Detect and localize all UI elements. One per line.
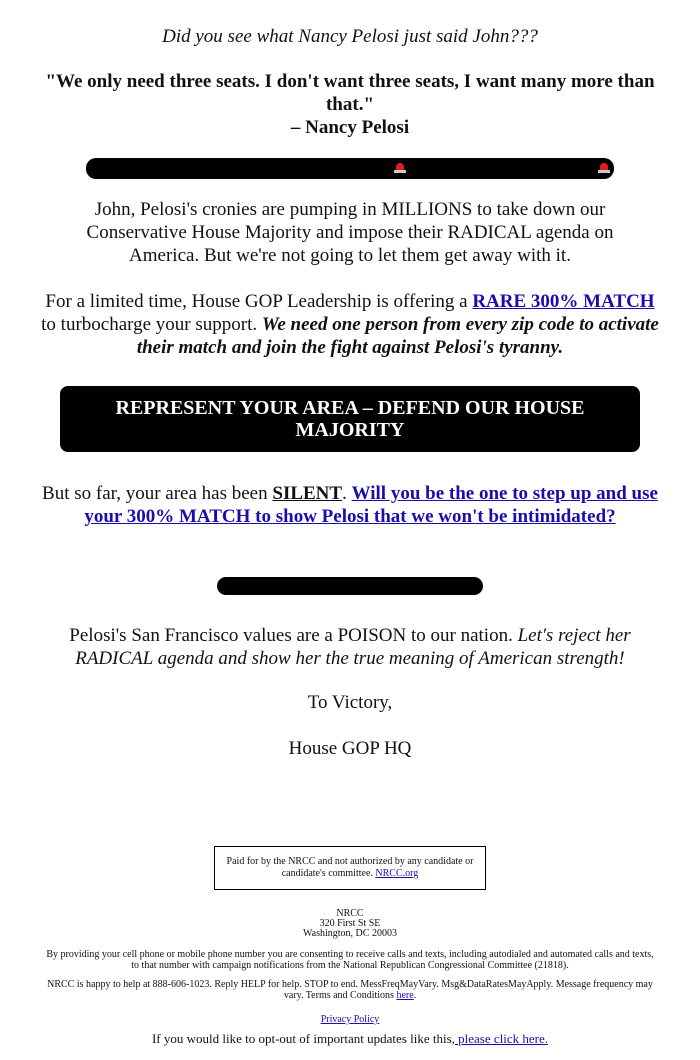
siren-icon — [598, 162, 610, 174]
help-text: NRCC is happy to help at 888-606-1023. Reply HELP for help. STOP to end. MessFreqMayVary. Msg&DataRatesMayApply. Message frequency may vary. Terms and Conditions here. — [47, 979, 653, 1001]
mailing-address: NRCC 320 First St SE Washington, DC 20003 — [303, 908, 397, 939]
sms-consent: By providing your cell phone or mobile phone number you are consenting to receive calls and texts, including autodialed and automated calls and texts, to that number with campaign notifications from the National Republican Congressional Committee (21818). — [46, 949, 654, 971]
silent-word: SILENT — [272, 483, 343, 504]
pelosi-quote — [40, 70, 660, 139]
divider-bar — [217, 577, 483, 595]
quote-text: "We only need three seats. I don't want three seats, I want many more than that." — [45, 71, 655, 115]
body-paragraph-2: For a limited time, House GOP Leadership is offering a RARE 300% MATCH to turbocharge your support. We need one person from every zip code to activate their match and join the fight against Pelosi's tyranny. — [41, 291, 659, 358]
zip-code-emphasis: We need one person from every zip code to activate their match and join the fight against Pelosi's tyranny. — [136, 314, 659, 358]
terms-link[interactable]: here — [396, 990, 414, 1001]
body-paragraph-4: Pelosi's San Francisco values are a POISON to our nation. Let's reject her RADICAL agenda and show her the true meaning of American strength! — [69, 625, 631, 669]
step-up-link[interactable]: Will you be the one to step up and use your 300% MATCH to show Pelosi that we won't be intimidated? — [84, 483, 658, 527]
signoff: To Victory, — [307, 692, 393, 713]
rare-match-link[interactable]: RARE 300% MATCH — [472, 291, 655, 312]
signer: House GOP HQ — [288, 738, 412, 759]
privacy-policy-link[interactable]: Privacy Policy — [320, 1014, 380, 1025]
paid-for-disclaimer: Paid for by the NRCC and not authorized by any candidate or candidate's committee. NRCC.org — [214, 846, 486, 890]
nrcc-link[interactable]: NRCC.org — [375, 868, 419, 879]
represent-area-button[interactable]: REPRESENT YOUR AREA – DEFEND OUR HOUSE MAJORITY — [60, 386, 640, 452]
opt-out-link[interactable]: please click here. — [454, 1031, 549, 1046]
alert-banner — [86, 158, 614, 179]
body-paragraph-3: But so far, your area has been SILENT. Will you be the one to step up and use your 300% MATCH to show Pelosi that we won't be intimidated? — [42, 483, 658, 527]
intro-line: Did you see what Nancy Pelosi just said John??? — [162, 26, 538, 47]
reject-agenda-emphasis: Let's reject her RADICAL agenda and show her the true meaning of American strength! — [75, 625, 631, 669]
siren-icon — [394, 162, 406, 174]
body-paragraph-1: John, Pelosi's cronies are pumping in MILLIONS to take down our Conservative House Majority and impose their RADICAL agenda on America. But we're not going to let them get away with it. — [86, 199, 614, 266]
privacy-policy — [0, 1014, 700, 1025]
opt-out: If you would like to opt-out of important updates like this, please click here. — [151, 1031, 549, 1046]
quote-attribution: – Nancy Pelosi — [290, 117, 410, 138]
